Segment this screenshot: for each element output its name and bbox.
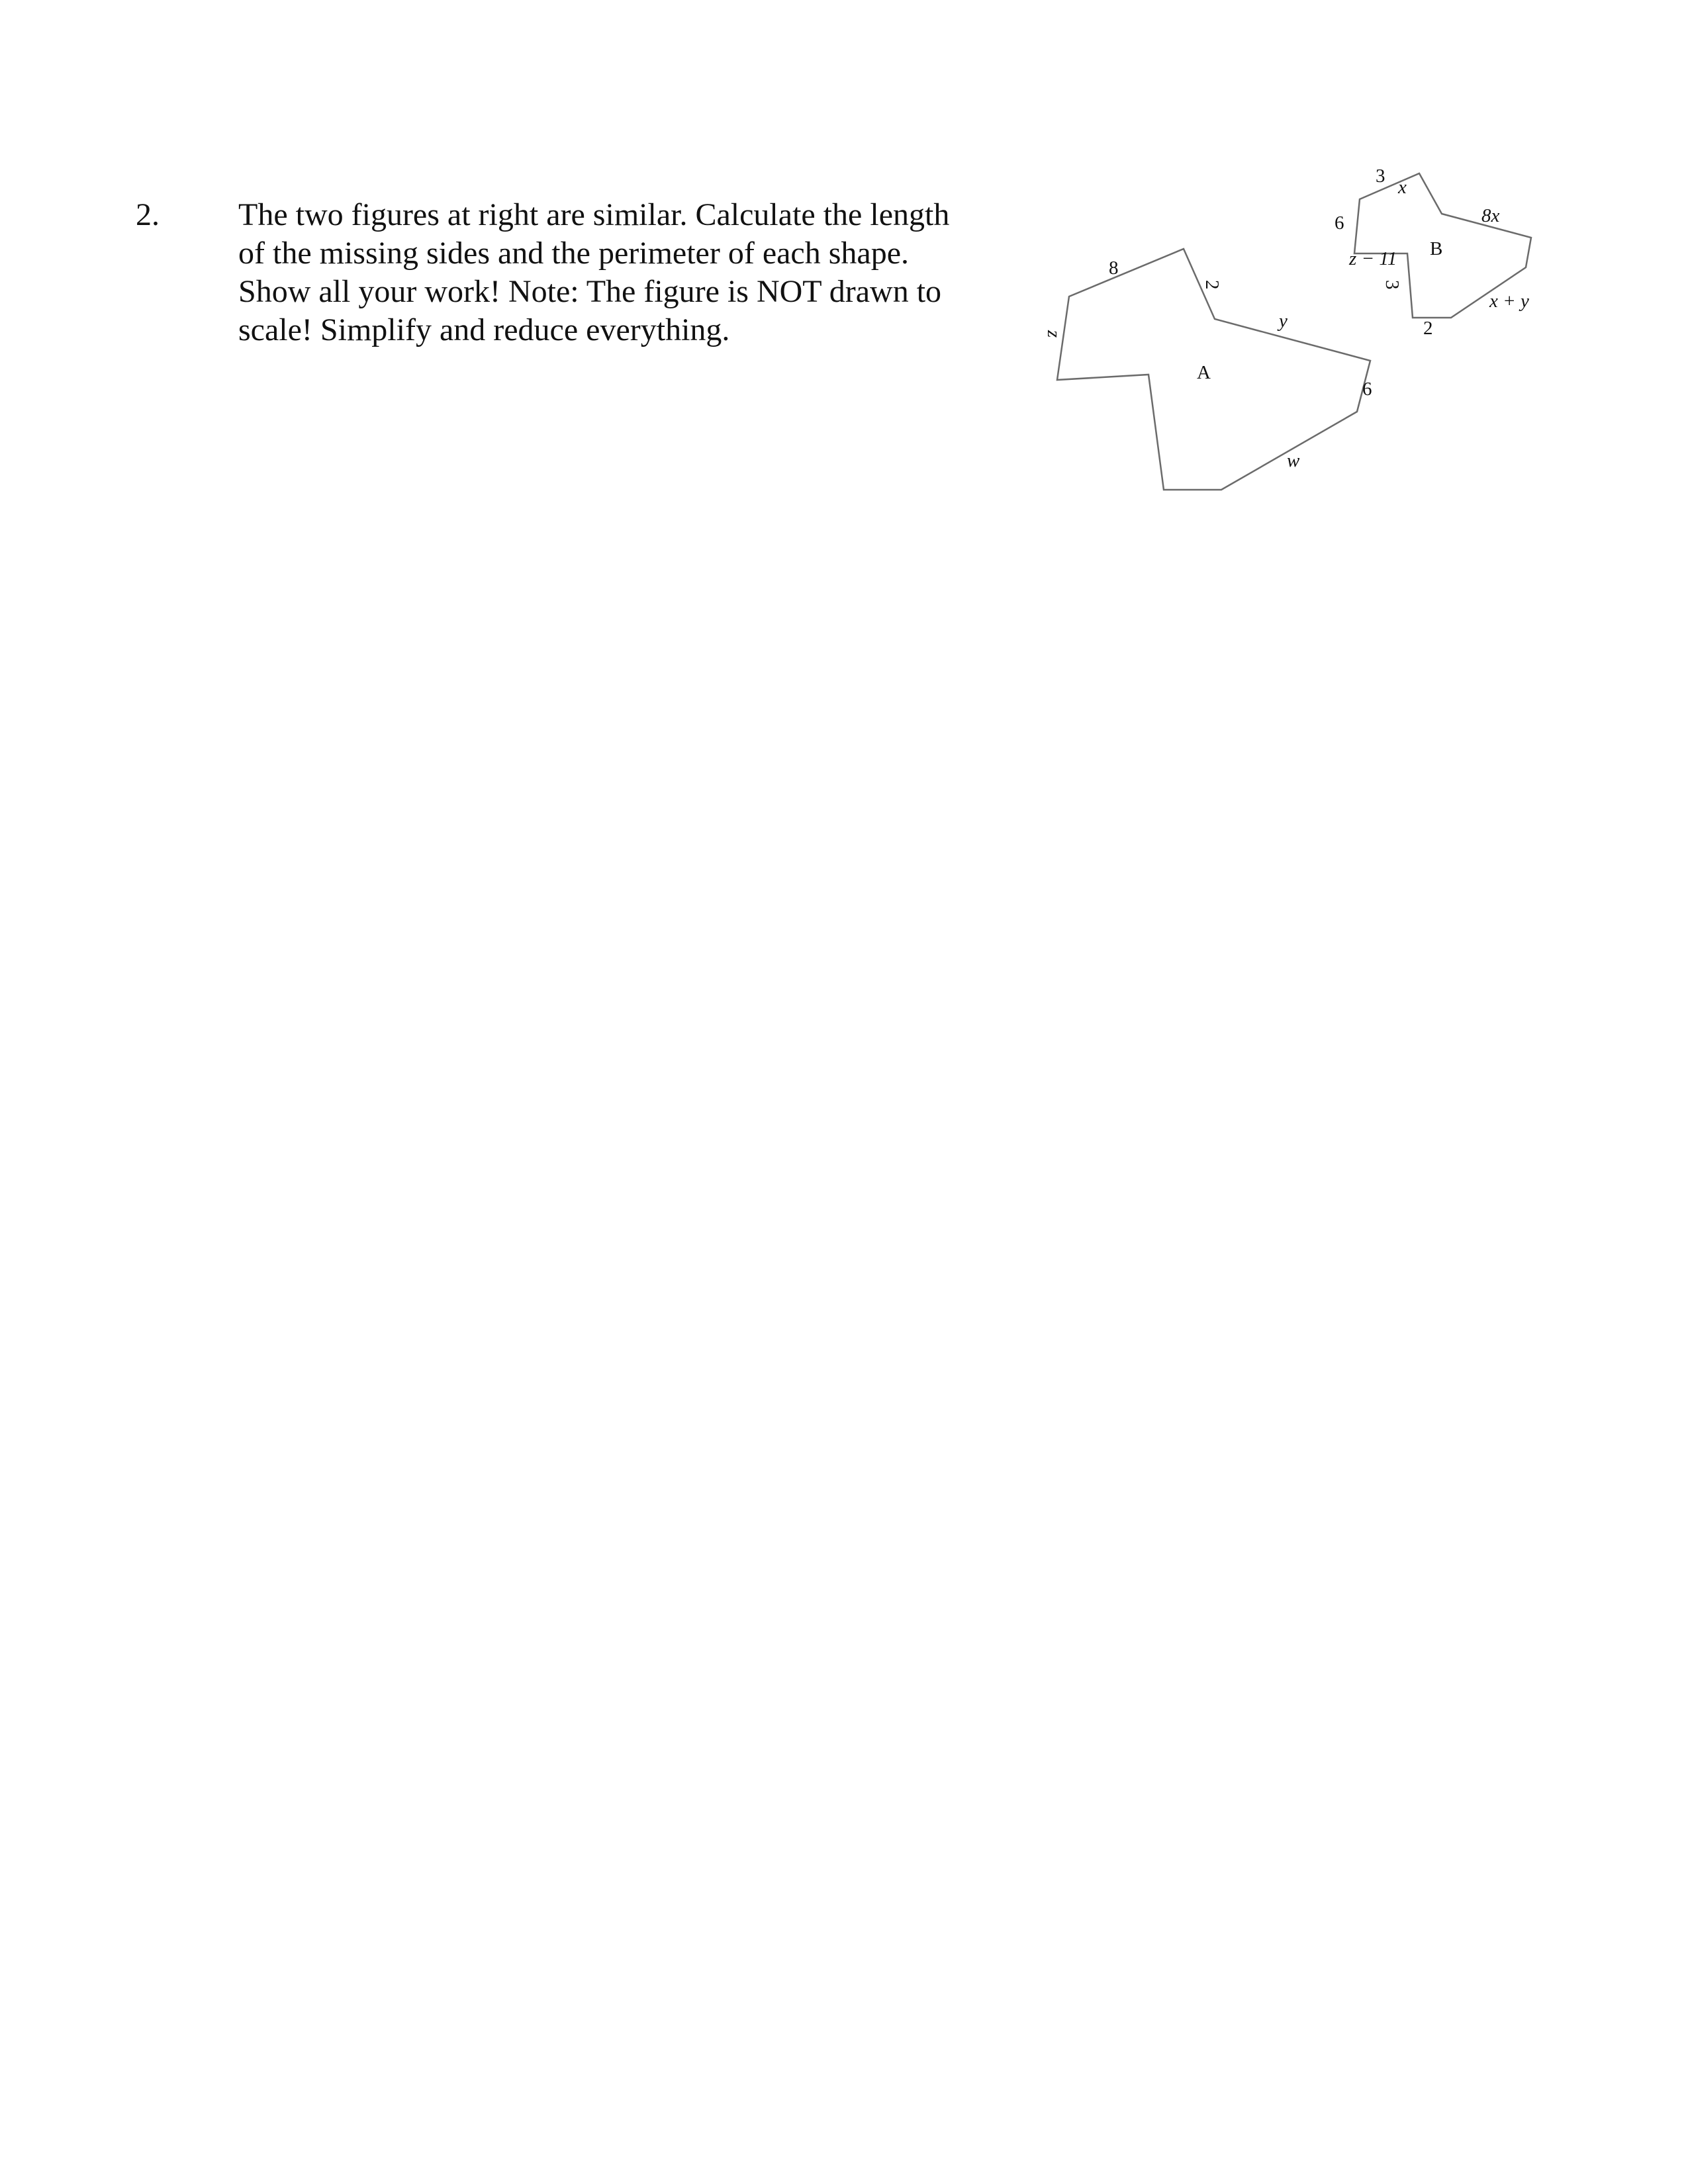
figure-a-side-z: z	[1043, 330, 1064, 338]
problem-number: 2.	[136, 197, 160, 232]
figure-b-side-x: x	[1398, 177, 1407, 198]
figure-a-label: A	[1197, 362, 1211, 383]
figure-b-label: B	[1430, 238, 1443, 259]
figure-a	[1043, 249, 1372, 490]
figure-b-side-3-top: 3	[1376, 165, 1385, 187]
figure-b-side-x-plus-y: x + y	[1489, 291, 1529, 312]
figure-b-side-z-minus-11: z − 11	[1349, 248, 1397, 269]
figure-a-side-8: 8	[1109, 257, 1119, 279]
figure-a-side-w: w	[1287, 450, 1300, 471]
figure-b-side-8x: 8x	[1481, 205, 1500, 226]
problem-line: of the missing sides and the perimeter of each shape.	[238, 236, 910, 271]
problem-line: Show all your work! Note: The figure is NOT drawn to	[238, 274, 942, 309]
figure-a-side-y: y	[1279, 310, 1288, 332]
problem-line: The two figures at right are similar. Calculate the length	[238, 197, 950, 232]
figure-b-side-2: 2	[1423, 318, 1433, 339]
figure-a-side-2: 2	[1201, 280, 1223, 290]
figure-a-side-6: 6	[1362, 379, 1372, 400]
problem-line: scale! Simplify and reduce everything.	[238, 312, 730, 347]
figure-b-side-6: 6	[1335, 212, 1344, 234]
figure-b-side-3-inner: 3	[1382, 280, 1403, 290]
figure-b	[1335, 165, 1531, 339]
